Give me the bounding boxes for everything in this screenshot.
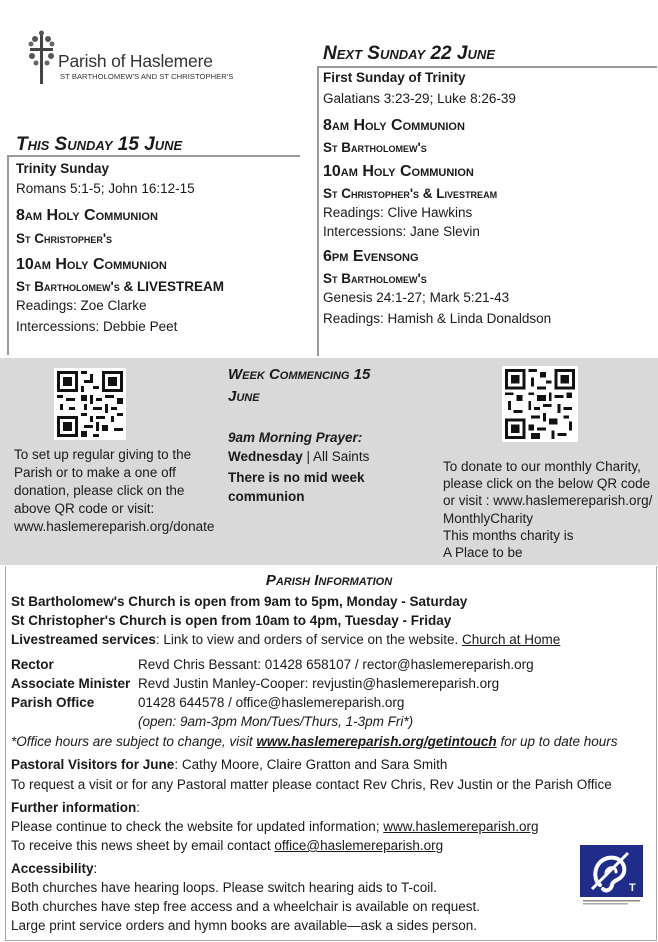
prayer-schedule [228,449,369,464]
readers: Readings: Zoe Clarke [16,298,147,313]
week-heading-line: June [228,388,260,405]
morning-prayer: 9am Morning Prayer: [228,430,363,445]
parish-logo [26,30,234,88]
charity-url[interactable]: or visit : www.haslemereparish.org/ [443,493,653,509]
livestream-label: Livestreamed services [11,632,156,647]
service-location: St Bartholomew's & LIVESTREAM [16,279,224,294]
giving-line: donation, please click on the [14,483,185,498]
next-sunday-heading: Next Sunday 22 June [323,43,495,64]
rector-label: Rector [11,657,54,672]
giving-line: Parish or to make a one off [14,465,176,480]
christopher-hours: St Christopher's Church is open from 10am to 4pm, Tuesday - Friday [11,613,452,628]
further-line [11,819,539,834]
colon: : [136,800,141,815]
donate-qr-code[interactable] [54,368,126,440]
logo-name: Parish of Haslemere [58,51,213,71]
giving-line: To set up regular giving to the [14,447,192,462]
parish-info-title: Parish Information [265,572,393,589]
giving-text [14,446,214,536]
charity-url[interactable]: MonthlyCharity [443,510,534,526]
intercessions: Intercessions: Jane Slevin [323,224,480,239]
associate-contact: Revd Justin Manley-Cooper: revjustin@haslemereparish.org [138,676,500,691]
svg-text:T: T [629,882,636,894]
midweek-note [228,468,365,506]
livestream-text: : Link to view and orders of service on the website. [155,632,463,647]
charity-qr-code[interactable] [502,366,578,442]
this-sunday-heading: This Sunday 15 June [16,134,183,155]
hearing-loop-icon [580,845,643,908]
accessibility-loops: Both churches have hearing loops. Please switch hearing aids to T-coil. [11,880,437,895]
readers: Readings: Clive Hawkins [323,205,473,220]
accessibility-print: Large print service orders and hymn books are available—ask a sides person. [11,918,477,933]
next-sunday-title: First Sunday of Trinity [323,70,466,85]
prayer-place: All Saints [313,449,370,464]
livestream-line [11,632,560,647]
logo-subtitle: ST BARTHOLOMEW'S AND ST CHRISTOPHER'S [60,72,234,81]
email-line [11,838,443,853]
service-time: 8am Holy Communion [323,117,465,134]
evensong-readers: Readings: Hamish & Linda Donaldson [323,311,552,326]
church-at-home-link[interactable]: Church at Home [462,632,561,647]
giving-url[interactable]: www.haslemereparish.org/donate [14,519,215,534]
further-label: Further information [11,800,137,815]
midweek-line: communion [228,489,305,504]
rector-contact: Revd Chris Bessant: 01428 658107 / rector@haslemereparish.org [138,657,534,672]
this-sunday-title: Trinity Sunday [16,161,110,176]
midweek-line: There is no mid week [228,470,365,485]
next-sunday-readings: Galatians 3:23-29; Luke 8:26-39 [323,91,516,106]
charity-line: A Place to be [443,545,523,561]
service-time: 6pm Evensong [323,248,419,265]
website-link[interactable]: www.haslemereparish.org [383,819,539,834]
further-heading [11,800,140,815]
accessibility-heading [11,861,97,876]
email-text: To receive this news sheet by email contact [11,838,275,853]
tree-cross-icon [26,30,58,88]
colon: : [93,861,98,876]
charity-line: To donate to our monthly Charity, [443,459,641,474]
service-location: St Christopher's [16,231,113,246]
charity-line: please click on the below QR code [443,476,651,492]
giving-line: above QR code or visit: [14,501,155,516]
office-note-text: *Office hours are subject to change, visit [11,734,257,749]
pastoral-line [11,757,447,772]
service-time: 10am Holy Communion [323,163,474,180]
service-location: St Christopher's & Livestream [323,186,498,201]
this-sunday-readings: Romans 5:1-5; John 16:12-15 [16,181,195,196]
accessibility-access: Both churches have step free access and a wheelchair is available on request. [11,899,481,914]
pastoral-names: : Cathy Moore, Claire Gratton and Sara Smith [174,757,448,772]
office-note [11,734,618,749]
service-time: 8am Holy Communion [16,207,158,224]
office-email-link[interactable]: office@haslemereparish.org [274,838,444,853]
intercessions: Intercessions: Debbie Peet [16,319,178,334]
charity-line: This months charity is [443,527,574,543]
service-location: St Bartholomew's [323,271,427,286]
associate-label: Associate Minister [11,676,131,691]
pastoral-label: Pastoral Visitors for June [11,757,175,772]
office-note-text: for up to date hours [496,734,618,749]
evensong-readings: Genesis 24:1-27; Mark 5:21-43 [323,290,510,305]
getintouch-link[interactable]: www.haslemereparish.org/getintouch [256,734,497,749]
week-heading [228,364,370,408]
bartholomew-hours: St Bartholomew's Church is open from 9am to 5pm, Monday - Saturday [11,594,468,609]
office-contact: 01428 644578 / office@haslemereparish.org [138,695,405,710]
service-location: St Bartholomew's [323,140,427,155]
separator: | [302,449,314,464]
further-text: Please continue to check the website for updated information; [11,819,384,834]
office-hours: (open: 9am-3pm Mon/Tues/Thurs, 1-3pm Fri*) [138,714,414,729]
prayer-day: Wednesday [228,449,303,464]
charity-text [443,458,652,561]
week-heading-line: Week Commencing 15 [228,366,371,383]
accessibility-label: Accessibility [11,861,94,876]
office-label: Parish Office [11,695,95,710]
service-time: 10am Holy Communion [16,256,167,273]
pastoral-request: To request a visit or for any Pastoral matter please contact Rev Chris, Rev Justin or the Parish Office [11,777,612,792]
